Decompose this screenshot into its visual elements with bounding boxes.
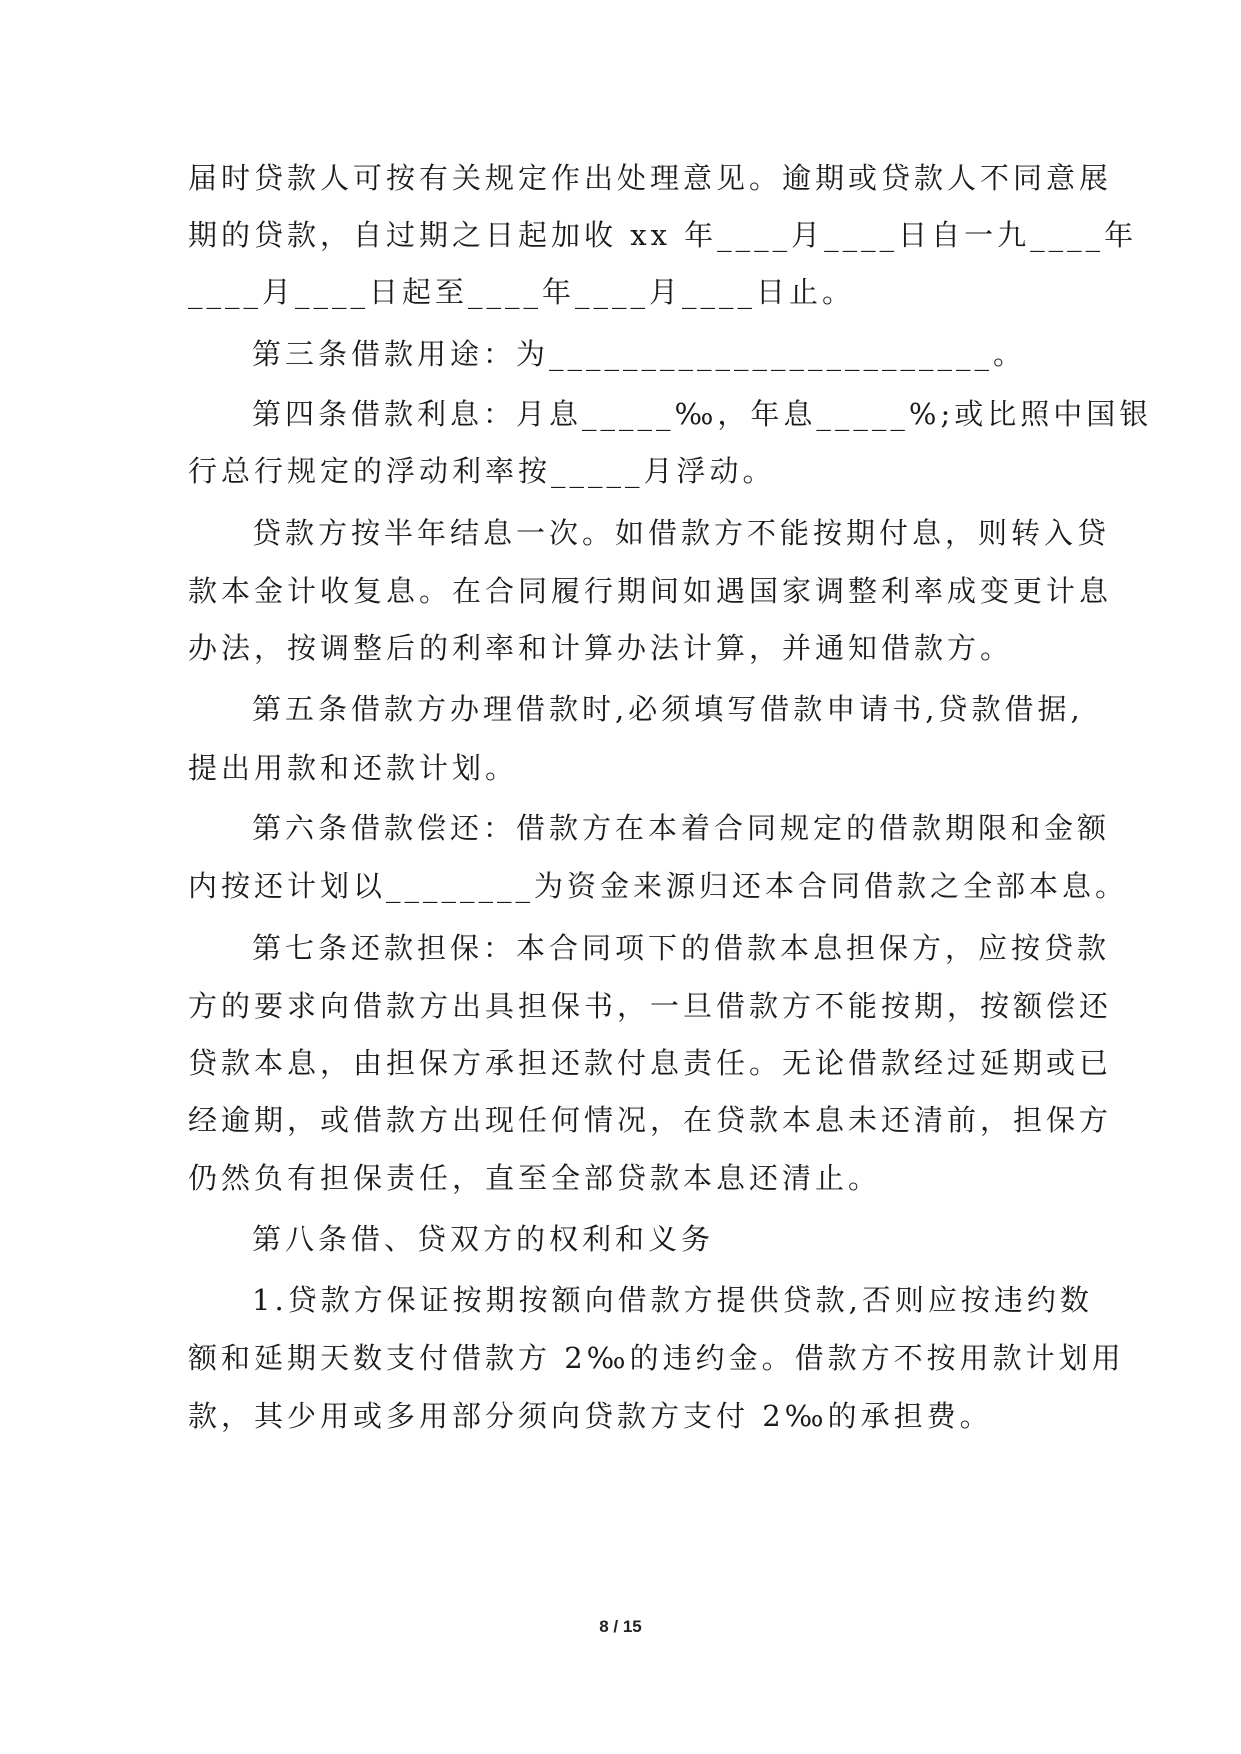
text-line: 第五条借款方办理借款时,必须填写借款申请书,贷款借据, <box>252 692 1084 726</box>
text-line: 办法，按调整后的利率和计算办法计算，并通知借款方。 <box>188 631 1014 665</box>
text-line: 贷款本息，由担保方承担还款付息责任。无论借款经过延期或已 <box>188 1046 1113 1080</box>
page-number: 8 / 15 <box>599 1617 642 1636</box>
text-line: 贷款方按半年结息一次。如借款方不能按期付息，则转入贷 <box>252 516 1111 550</box>
text-line: 第八条借、贷双方的权利和义务 <box>252 1222 715 1256</box>
text-line: 1.贷款方保证按期按额向借款方提供贷款,否则应按违约数 <box>252 1283 1093 1317</box>
text-line: 提出用款和还款计划。 <box>188 751 519 785</box>
text-line: 第七条还款担保：本合同项下的借款本息担保方，应按贷款 <box>252 931 1111 965</box>
text-line: 经逾期，或借款方出现任何情况，在贷款本息未还清前，担保方 <box>188 1103 1113 1137</box>
text-line: 第三条借款用途：为________________________。 <box>252 337 1027 371</box>
text-line: 款，其少用或多用部分须向贷款方支付 2‰的承担费。 <box>188 1399 993 1433</box>
text-line: 内按还计划以________为资金来源归还本合同借款之全部本息。 <box>188 869 1129 903</box>
text-line: ____月____日起至____年____月____日止。 <box>188 275 856 309</box>
text-line: 届时贷款人可按有关规定作出处理意见。逾期或贷款人不同意展 <box>188 161 1113 195</box>
text-line: 仍然负有担保责任，直至全部贷款本息还清止。 <box>188 1161 882 1195</box>
text-line: 第四条借款利息：月息_____‰，年息_____%;或比照中国银 <box>252 397 1153 431</box>
text-line: 款本金计收复息。在合同履行期间如遇国家调整利率成变更计息 <box>188 574 1113 608</box>
text-line: 期的贷款，自过期之日起加收 xx 年____月____日自一九____年 <box>188 218 1138 252</box>
text-line: 第六条借款偿还：借款方在本着合同规定的借款期限和金额 <box>252 811 1111 845</box>
text-line: 额和延期天数支付借款方 2‰的违约金。借款方不按用款计划用 <box>188 1341 1125 1375</box>
text-line: 行总行规定的浮动利率按_____月浮动。 <box>188 454 776 488</box>
text-line: 方的要求向借款方出具担保书，一旦借款方不能按期，按额偿还 <box>188 989 1113 1023</box>
